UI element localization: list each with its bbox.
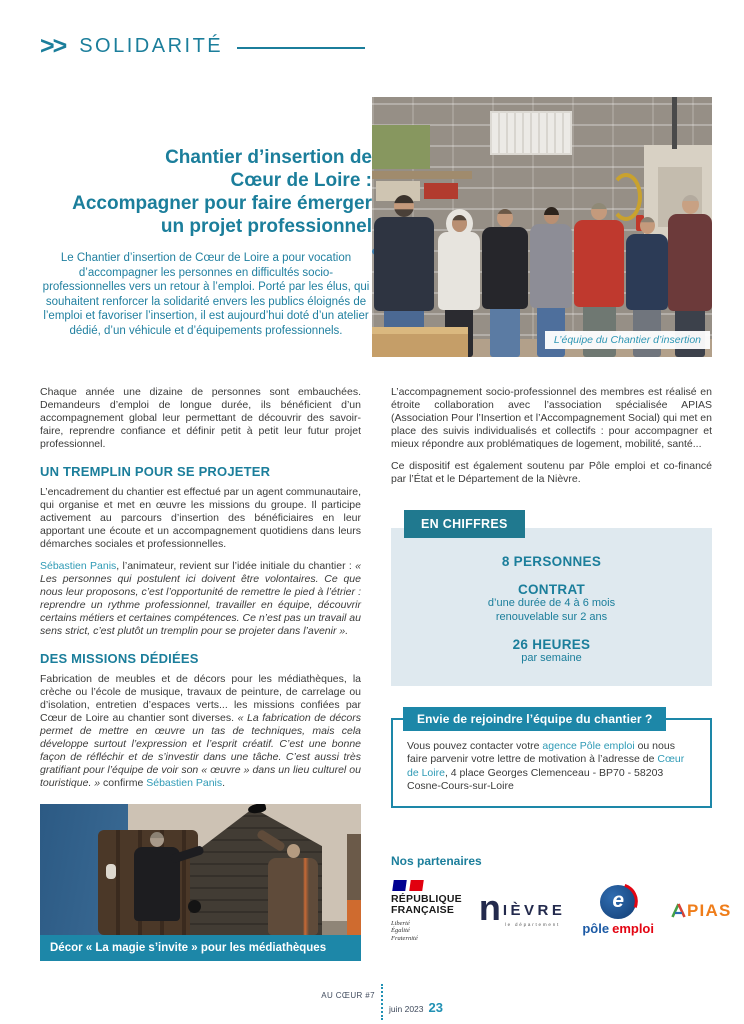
photo-person: [134, 832, 180, 921]
decor-photo: [40, 804, 361, 935]
stat-persons: [401, 554, 702, 569]
person-name: Sébastien Panis: [146, 777, 223, 789]
photo-caption: L’équipe du Chantier d’insertion: [545, 331, 710, 349]
photo-person: [482, 209, 528, 357]
section-header: [40, 34, 365, 59]
glove-prop: [106, 864, 116, 879]
logo-text-line: IÈVRE: [502, 901, 566, 919]
partners-section: [391, 853, 732, 943]
stat-value: 26 HEURES: [512, 637, 591, 652]
partner-logos: [391, 880, 732, 943]
join-text-part: ou nous faire parvenir votre lettre de motivation à l’adresse de: [407, 739, 675, 765]
paragraph-text: confirme: [100, 777, 147, 789]
right-column: [391, 386, 732, 942]
photo-machine-green: [372, 125, 430, 169]
page-number: 23: [428, 1000, 443, 1015]
logo-text-line: emploi: [612, 921, 654, 937]
partners-heading: Nos partenaires: [391, 853, 482, 868]
double-chevron-icon: >>: [40, 32, 66, 60]
article-header: [40, 146, 372, 338]
logo-republique-francaise: [391, 880, 462, 943]
stat-hours: [401, 637, 702, 666]
body-paragraph: [40, 560, 361, 638]
stat-detail: par semaine: [521, 652, 582, 664]
logo-text: [582, 921, 654, 936]
photo-heater: [490, 111, 572, 155]
body-paragraph: Chaque année une dizaine de personnes sont embauchées. Demandeurs d’emploi de longue durée, ils bénéficient d’un accompagnement global leur permettant de découvrir des savoir-faire, reprendre confiance et définir petit à petit leur futur projet professionnel.: [40, 386, 361, 450]
motto-line: Fraternité: [391, 934, 418, 942]
quote-text: « Les personnes qui postulent ici doivent être volontaires. Ce que nous leur proposons, c’est l’opportunité de remettre le pied à l’étrier : reprendre un rythme professionnel, travailler en équipe, découvrir certains métiers et certaines compétences. Ce n’est pas un travail au sens strict, c’est plutôt un tremplin pour se projeter dans l’avenir ».: [40, 560, 361, 637]
join-panel: [391, 711, 712, 808]
body-paragraph: L’accompagnement socio-professionnel des membres est réalisé en étroite collaboration avec l’association spécialisée APIAS (Association Pour l’Insertion et l’Accompagnement Social) qui met en place des suivis individualisés et collectifs : pour accompagner et mieux répondre aux problématiques de logement, mobilité, santé...: [391, 386, 712, 450]
nievre-n-glyph: n: [478, 886, 501, 928]
section-heading: DES MISSIONS DÉDIÉES: [40, 651, 199, 666]
apias-letter-a-icon: [671, 903, 686, 918]
logo-text: PIAS: [687, 900, 732, 920]
logo-subtitle: le département: [504, 921, 561, 927]
pole-emploi-circle-icon: [600, 885, 636, 919]
title-line: Chantier d’insertion de: [165, 147, 372, 168]
cat-prop: [188, 900, 201, 913]
article-intro: Le Chantier d’insertion de Cœur de Loire a pour vocation d’accompagner les personnes en difficultés socio-professionnelles vers un retour à l’emploi. Porté par les élus, qui souhaitent renforcer la solidarité envers les publics éloignés de l’emploi et favoriser l’insertion, il est aujourd’hui doté d’un atelier dédié, d’un véhicule et d’équipements professionnels.: [42, 252, 370, 337]
magazine-name: AU CŒUR #7: [321, 991, 375, 1000]
left-column: [40, 386, 361, 961]
photo-caption-band: Décor « La magie s’invite » pour les médiathèques: [40, 935, 361, 961]
motto-line: Liberté: [391, 919, 410, 927]
join-text: [407, 740, 696, 794]
team-photo: [372, 97, 712, 357]
section-title: SOLIDARITÉ: [79, 35, 224, 57]
stat-detail: renouvelable sur 2 ans: [495, 610, 608, 623]
title-line: un projet professionnel: [160, 216, 372, 237]
body-paragraph: [40, 673, 361, 790]
logo-text: [391, 894, 462, 916]
join-text-part: , 4 place Georges Clemenceau - BP70 - 58203 Cosne-Cours-sur-Loire: [407, 766, 664, 792]
stat-contract: [401, 582, 702, 624]
quote-text: « La fabrication de décors permet de mettre en œuvre un tas de techniques, mais cela développe surtout l’expression et l’esprit créatif. C’est une bonne façon de réfléchir et de s’investir dans une tâche. C’est aussi très gratifiant pour l’équipe de voir son « œuvre » dans un lieu culturel ou touristique. »: [40, 712, 361, 789]
paragraph-text: , l’animateur, revient sur l’idée initiale du chantier :: [116, 560, 356, 572]
red-arc-icon: [592, 877, 644, 928]
stats-tab: EN CHIFFRES: [404, 510, 525, 538]
join-banner: Envie de rejoindre l’équipe du chantier ?: [403, 707, 666, 731]
link-coeur-de-loire: Cœur de Loire: [407, 753, 685, 779]
logo-motto: [391, 920, 462, 943]
photo-person-edge: [347, 834, 361, 904]
article-title: [40, 146, 372, 238]
paragraph-text: .: [222, 777, 226, 789]
photo-workbench: [372, 327, 468, 357]
header-rule: [237, 47, 365, 49]
stats-panel: [391, 510, 712, 686]
stat-detail: d’une durée de 4 à 6 mois: [487, 597, 616, 609]
join-text-part: Vous pouvez contacter votre: [407, 739, 543, 752]
paragraph-text: Fabrication de meubles et de décors pour les médiathèques, la crèche ou l’école de musique, travaux de peinture, de carrelage ou d’isolation, entretien d’espaces verts... les missions confiées par Cœur de Loire au chantier sont diverses.: [40, 673, 361, 724]
title-line: Accompagner pour faire émerger: [72, 193, 372, 214]
footer-issue: [389, 1000, 443, 1015]
link-pole-emploi: agence Pôle emploi: [542, 739, 635, 752]
photo-pipe: [672, 97, 677, 149]
photo-shelf: [372, 171, 472, 179]
logo-nievre: [478, 886, 566, 928]
stat-value: CONTRAT: [517, 582, 586, 597]
title-line: Cœur de Loire :: [230, 170, 372, 191]
logo-apias: [671, 901, 731, 921]
stat-value: 8 PERSONNES: [501, 554, 602, 569]
logo-text-line: pôle: [582, 921, 610, 937]
photo-person-edge: [347, 900, 361, 935]
french-flag-icon: [393, 880, 462, 891]
section-heading: UN TREMPLIN POUR SE PROJETER: [40, 464, 271, 479]
logo-pole-emploi: [582, 885, 654, 936]
stats-box: [391, 528, 712, 686]
body-paragraph: Ce dispositif est également soutenu par Pôle emploi et co-financé par l’État et le Département de la Nièvre.: [391, 460, 712, 485]
photo-person: [268, 844, 318, 935]
logo-letter: e: [612, 889, 625, 913]
logo-text-line: FRANÇAISE: [391, 903, 455, 916]
logo-text-line: RÉPUBLIQUE: [391, 892, 462, 905]
issue-date: juin 2023: [389, 1004, 424, 1014]
footer-divider: [381, 984, 383, 1020]
body-paragraph: L’encadrement du chantier est effectué par un agent communautaire, qui organise et met en œuvre les missions du groupe. Il participe activement au parcours d’insertion des bénéficiaires en leur apportant une écoute et un accompagnement quotidiens dans leurs démarches sociales et professionnelles.: [40, 486, 361, 550]
motto-line: Égalité: [391, 927, 410, 934]
person-name: Sébastien Panis: [40, 560, 117, 572]
